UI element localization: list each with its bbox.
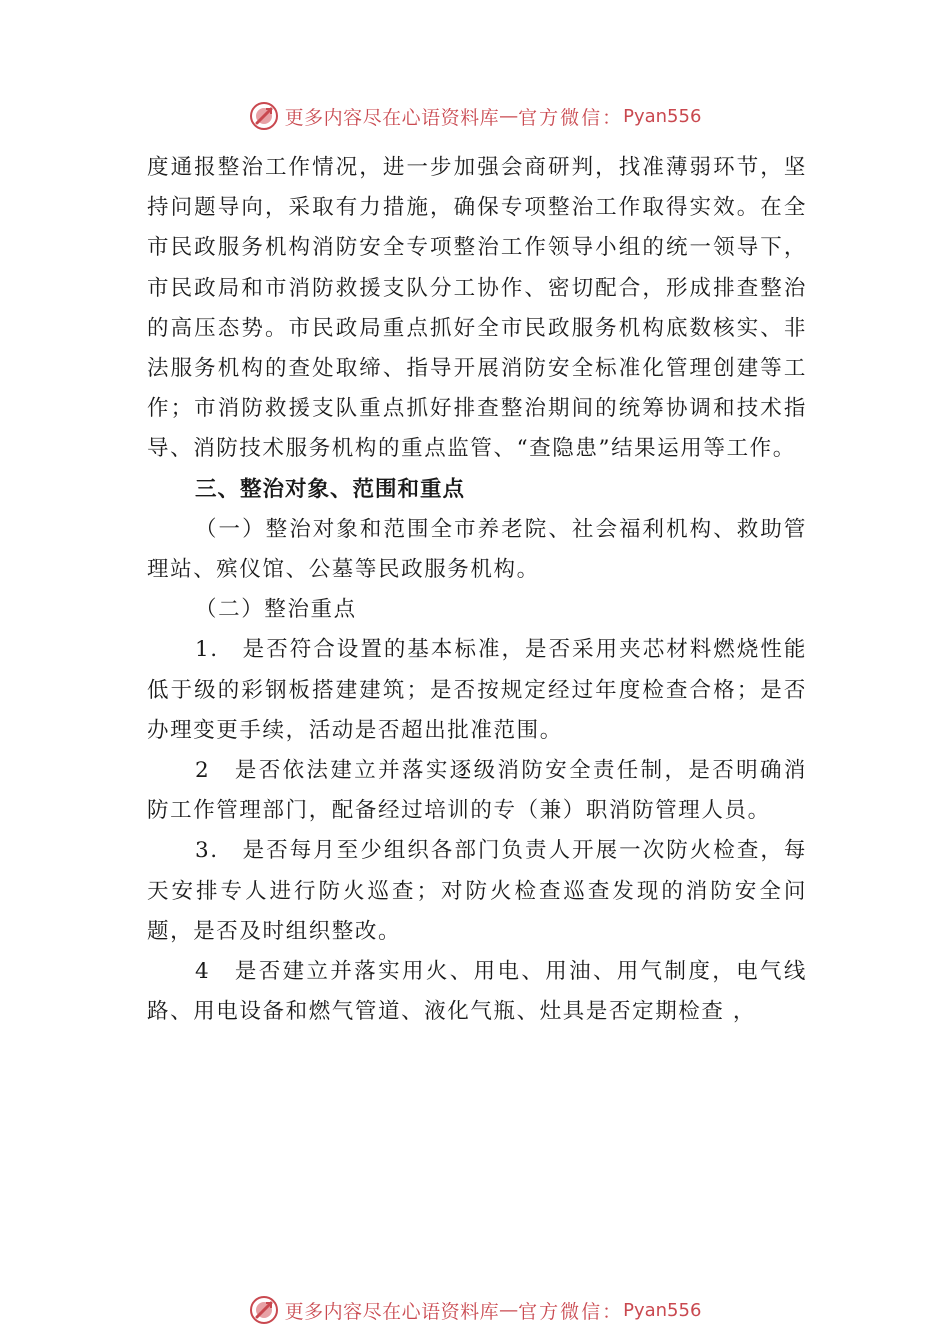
watermark-dash: — — [499, 105, 519, 127]
watermark-official: 官方微信： — [518, 1300, 624, 1323]
document-body — [147, 148, 807, 1032]
watermark-footer — [0, 1290, 950, 1330]
subsection-1: （一）整治对象和范围全市养老院、社会福利机构、救助管理站、殡仪馆、公墓等民政服务机构。 — [147, 516, 807, 583]
list-item-4: 4 是否建立并落实用火、用电、用油、用气制度，电气线路、用电设备和燃气管道、液化气瓶、灶具是否定期检查 ， — [147, 959, 807, 1025]
watermark-header — [0, 96, 950, 136]
watermark-official: 官方微信： — [518, 106, 624, 129]
watermark-wechat-id: Pyan556 — [623, 1299, 702, 1321]
list-item-2: 2 是否依法建立并落实逐级消防安全责任制，是否明确消防工作管理部门，配备经过培训的专（兼）职消防管理人员。 — [147, 758, 807, 824]
watermark-brand: 更多内容尽在心语资料库 — [284, 1300, 500, 1323]
brand-logo-icon — [249, 101, 279, 131]
list-item-1: 1. 是否符合设置的基本标准，是否采用夹芯材料燃烧性能低于级的彩钢板搭建建筑；是否按规定经过年度检查合格；是否办理变更手续，活动是否超出批准范围。 — [147, 637, 807, 743]
list-item-3: 3. 是否每月至少组织各部门负责人开展一次防火检查，每天安排专人进行防火巡查；对防火检查巡查发现的消防安全问题，是否及时组织整改。 — [147, 838, 807, 944]
brand-logo-icon — [249, 1295, 279, 1325]
watermark-dash: — — [499, 1299, 519, 1321]
watermark-wechat-id: Pyan556 — [623, 105, 702, 127]
paragraph-continuation: 度通报整治工作情况，进一步加强会商研判，找准薄弱环节，坚持问题导向，采取有力措施，确保专项整治工作取得实效。在全市民政服务机构消防安全专项整治工作领导小组的统一领导下，市民政局和市消防救援支队分工协作、密切配合，形成排查整治的高压态势。市民政局重点抓好全市民政服务机构底数核实、非法服务机构的查处取缔、指导开展消防安全标准化管理创建等工作；市消防救援支队重点抓好排查整治期间的统筹协调和技术指导、消防技术服务机构的重点监管、“查隐患”结果运用等工作。 — [147, 155, 807, 462]
watermark-brand: 更多内容尽在心语资料库 — [284, 106, 500, 129]
section-heading-3: 三、整治对象、范围和重点 — [195, 476, 466, 502]
subsection-2: （二）整治重点 — [195, 597, 357, 623]
